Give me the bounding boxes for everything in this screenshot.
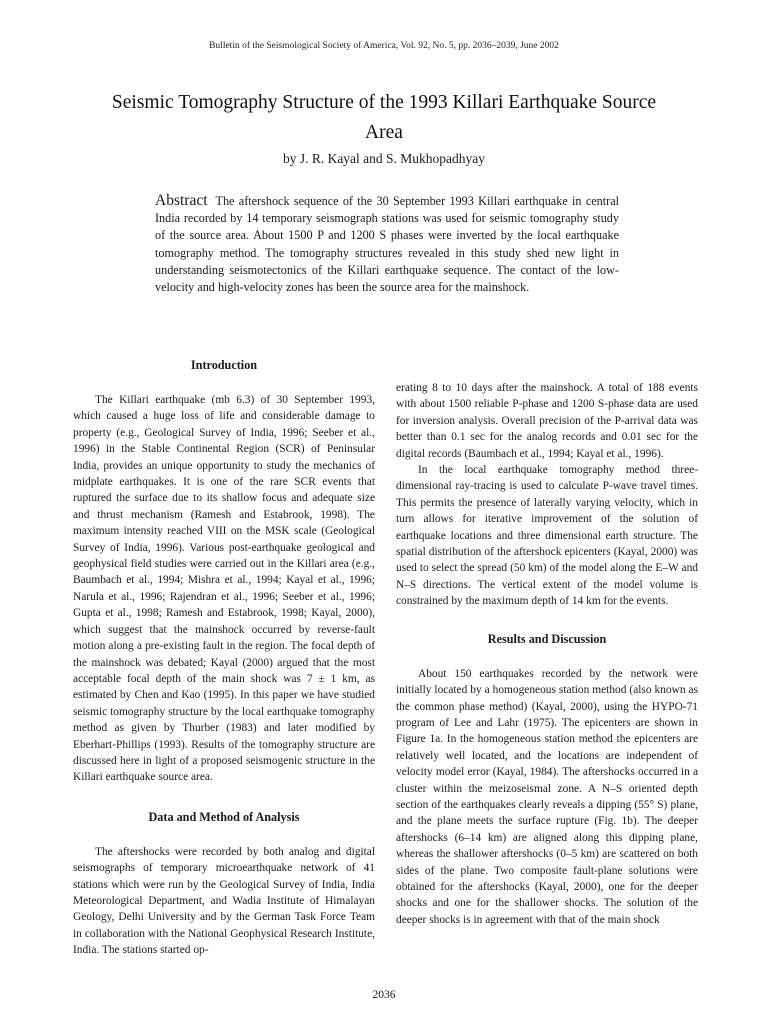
right-column: [396, 380, 698, 928]
author-line: by J. R. Kayal and S. Mukhopadhyay: [282, 151, 486, 166]
section-heading-results: Results and Discussion: [487, 631, 607, 646]
section-heading-data-method: Data and Method of Analysis: [148, 809, 300, 824]
page-number: 2036: [372, 989, 396, 1001]
left-column: [73, 356, 375, 959]
running-head: Bulletin of the Seismological Society of America, Vol. 92, No. 5, pp. 2036–2039, June 2002: [209, 41, 559, 51]
data-method-paragraph-1: The aftershocks were recorded by both analog and digital seismographs of temporary microearthquake network of 41 stations which were run by the Geological Survey of India, India Meteorological Department, and Wadia Institute of Himalayan Geology, Delhi University and by the German Task Force Team in collaboration with the National Geophysical Research Institute, India. The stations started op-: [73, 845, 375, 957]
abstract-block: [155, 192, 619, 296]
article-title: Seismic Tomography Structure of the 1993 Killari Earthquake Source Area: [111, 92, 657, 143]
results-paragraph-1: About 150 earthquakes recorded by the network were initially located by a homogeneous station method (also known as the common phase method) (Kayal, 2000), using the HYPO-71 program of Lee and Lahr (1975). The epicenters are shown in Figure 1a. In the homogeneous station method the epicenters are relatively well located, and the locations are independent of velocity model error (Kayal, 1984). The aftershocks occurred in a cluster within the meizoseismal zone. A N–S oriented depth section of the earthquakes clearly reveals a dipping (55° S) plane, and the plane meets the surface rupture (Fig. 1b). The deeper aftershocks (6–14 km) are aligned along this dipping plane, whereas the shallower aftershocks (0–5 km) are scattered on both sides of the plane. Two composite fault-plane solutions were obtained for the aftershocks (Kayal, 2000), one for the deeper shocks and one for the shallower shocks. The solution of the deeper shocks is in agreement with that of the main shock: [396, 667, 698, 926]
abstract-text: The aftershock sequence of the 30 September 1993 Killari earthquake in central India recorded by 14 temporary seismograph stations was used for seismic tomography study of the source area. About 1500 P and 1200 S phases were inverted by the local earthquake tomography method. The tomography structures revealed in this study shed new light in understanding seismotectonics of the Killari earthquake sequence. The contact of the low-velocity and high-velocity zones has been the source area for the mainshock.: [155, 194, 619, 295]
abstract-label: Abstract: [155, 192, 208, 209]
introduction-paragraph: The Killari earthquake (mb 6.3) of 30 September 1993, which caused a huge loss of life and considerable damage to property (e.g., Geological Survey of India, 1996; Seeber et al., 1996) in the Stable Continental Region (SCR) of Peninsular India, provides an unique opportunity to study the mechanics of midplate earthquakes. It is one of the rare SCR events that ruptured the surface due to its shallow focus and adequate size and thrust mechanism (Ramesh and Estabrook, 1998). The maximum intensity reached VIII on the MSK scale (Geological Survey of India, 1996). Various post-earthquake geological and geophysical field studies were carried out in the Killari area (e.g., Baumbach et al., 1994; Mishra et al., 1994; Kayal et al., 1996; Narula et al., 1996; Rajendran et al., 1996; Seeber et al., 1996; Gupta et al., 1998; Ramesh and Estabrook, 1998; Kayal, 2000), which suggest that the mainshock occurred by reverse-fault motion along a pre-existing fault in the region. The focal depth of the mainshock was debated; Kayal (2000) argued that the most acceptable focal depth of the main shock was 7 ± 1 km, as estimated by Chen and Kao (1995). In this paper we have studied seismic tomography structure by the local earthquake tomography method as given by Thurber (1983) and later modified by Eberhart-Phillips (1993). Results of the tomography structure are discussed here in light of a proposed seismogenic structure in the Killari earthquake source area.: [73, 394, 375, 784]
section-heading-introduction: Introduction: [190, 358, 258, 372]
data-method-paragraph-2: In the local earthquake tomography method three-dimensional ray-tracing is used to calculate P-wave travel times. This permits the presence of laterally varying velocity, which in turn allows for iterative improvement of the solution of earthquake locations and three dimensional earth structure. The spatial distribution of the aftershock epicenters (Kayal, 2000) was used to select the spread (50 km) of the model along the E–W and N–S directions. The vertical extent of the model volume is constrained by the maximum depth of 14 km for the events.: [396, 464, 698, 608]
data-method-paragraph-1-continued: erating 8 to 10 days after the mainshock. A total of 188 events with about 1500 reliable P-phase and 1200 S-phase data are used for inversion analysis. Overall precision of the P-arrival data was better than 0.1 sec for the analog records and 0.01 sec for the digital records (Baumbach et al., 1994; Kayal et al., 1996).: [396, 382, 698, 460]
